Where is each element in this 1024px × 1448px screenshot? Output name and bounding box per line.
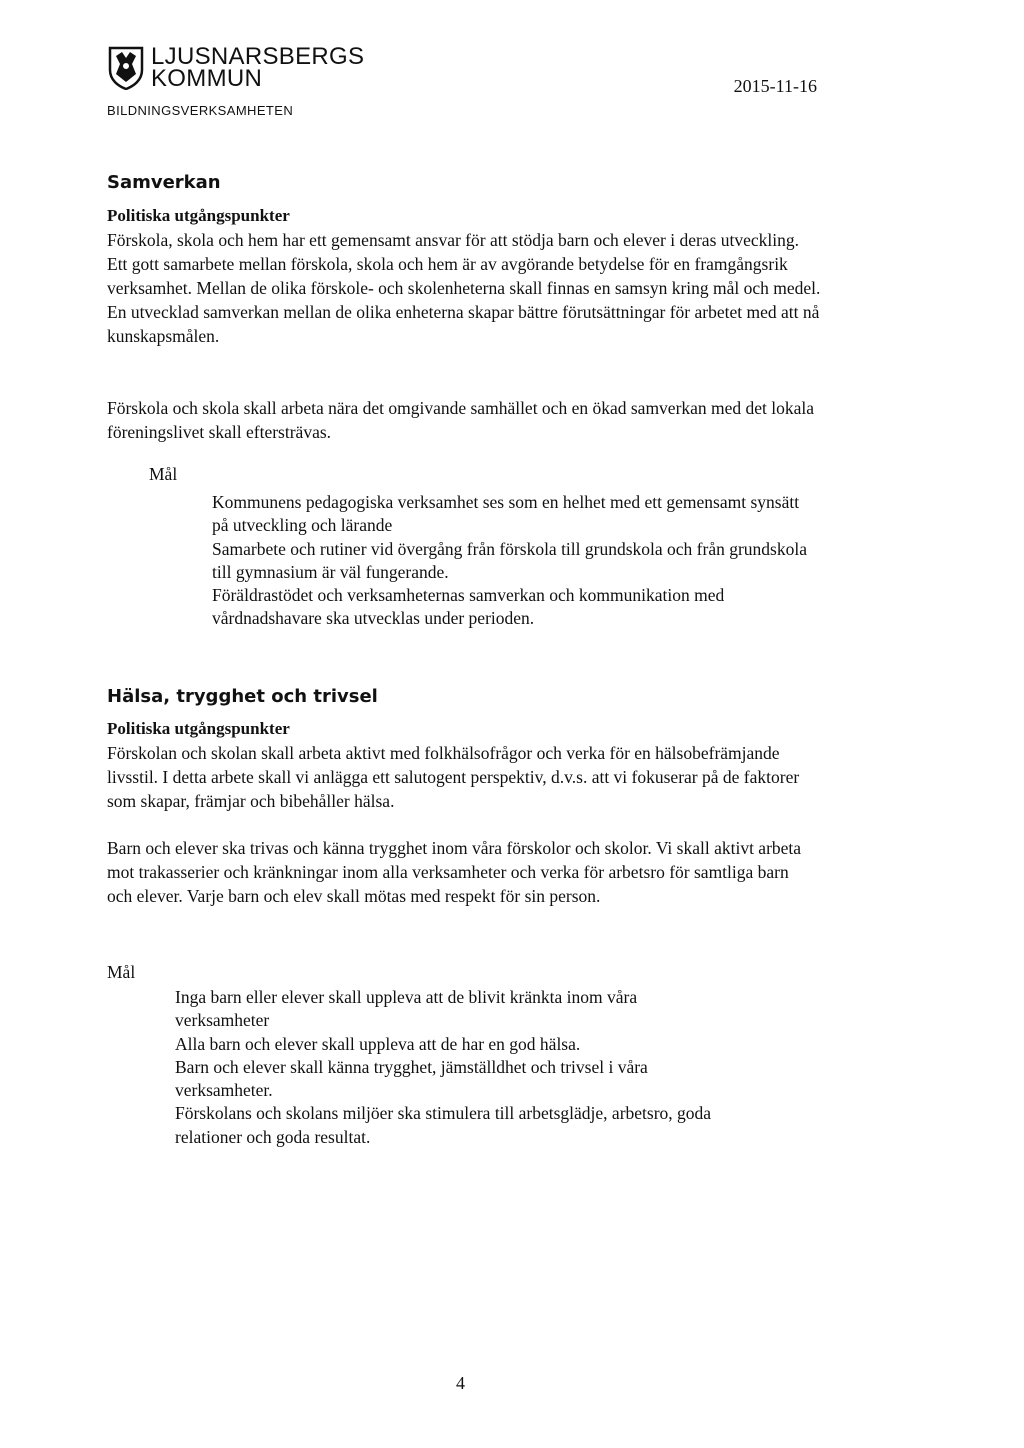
halsa-paragraph-1: Förskolan och skolan skall arbeta aktivt med folkhälsofrågor och verka för en hälsobefrämjande livsstil. I detta arbete skall vi anlägga ett salutogent perspektiv, d.v.s. att vi fokuserar på de faktorer som skapar, främjar och bibehåller hälsa. <box>107 743 800 811</box>
goal-item: Alla barn och elever skall uppleva att de har en god hälsa. <box>175 1033 581 1054</box>
samverkan-paragraph-1: Förskola, skola och hem har ett gemensamt ansvar för att stödja barn och elever i deras utveckling. Ett gott samarbete mellan förskola, skola och hem är av avgörande betydelse för en framgångsrik verksamhet. Mellan de olika förskole- och skolenheterna skall finnas en samsyn kring mål och medel. En utvecklad samverkan mellan de olika enheterna skapar bättre förutsättningar för arbetet med att nå kunskapsmålen. <box>107 230 821 346</box>
halsa-goals-list <box>175 986 735 1149</box>
goal-item: Inga barn eller elever skall uppleva att de blivit kränkta inom våra verksamheter <box>175 987 638 1031</box>
section-title-halsa: Hälsa, trygghet och trivsel <box>107 686 378 707</box>
goal-item: Förskolans och skolans miljöer ska stimulera till arbetsglädje, arbetsro, goda relationer och goda resultat. <box>175 1103 712 1147</box>
samverkan-paragraph-2: Förskola och skola skall arbeta nära det omgivande samhället och en ökad samverkan med det lokala föreningslivet skall eftersträvas. <box>107 398 815 442</box>
organization-name-line2: KOMMUN <box>151 65 263 92</box>
goal-item: Kommunens pedagogiska verksamhet ses som en helhet med ett gemensamt synsätt på utveckling och lärande <box>212 492 800 536</box>
letterhead <box>107 44 817 124</box>
page-number: 4 <box>456 1373 465 1393</box>
samverkan-goals-label: Mål <box>149 464 178 484</box>
samverkan-subheading: Politiska utgångspunkter <box>107 206 290 225</box>
department-name: BILDNINGSVERKSAMHETEN <box>107 103 294 118</box>
goal-item: Samarbete och rutiner vid övergång från förskola till grundskola och från grundskola till gymnasium är väl fungerande. <box>212 538 807 582</box>
goal-item: Föräldrastödet och verksamheternas samverkan och kommunikation med vårdnadshavare ska utvecklas under perioden. <box>212 585 725 629</box>
section-title-samverkan: Samverkan <box>107 172 221 193</box>
coat-of-arms-icon <box>107 46 145 90</box>
organization-name-line1: LJUSNARSBERGS <box>151 43 365 70</box>
halsa-paragraph-2: Barn och elever ska trivas och känna trygghet inom våra förskolor och skolor. Vi skall aktivt arbeta mot trakasserier och kränkningar inom alla verksamheter och verka för arbetsro för samtliga barn och elever. Varje barn och elev skall mötas med respekt för sin person. <box>107 838 802 906</box>
halsa-goals-label: Mål <box>107 962 136 982</box>
document-date: 2015-11-16 <box>733 76 817 96</box>
halsa-subheading: Politiska utgångspunkter <box>107 719 290 738</box>
goal-item: Barn och elever skall känna trygghet, jämställdhet och trivsel i våra verksamheter. <box>175 1056 648 1101</box>
samverkan-goals-list <box>212 491 812 631</box>
